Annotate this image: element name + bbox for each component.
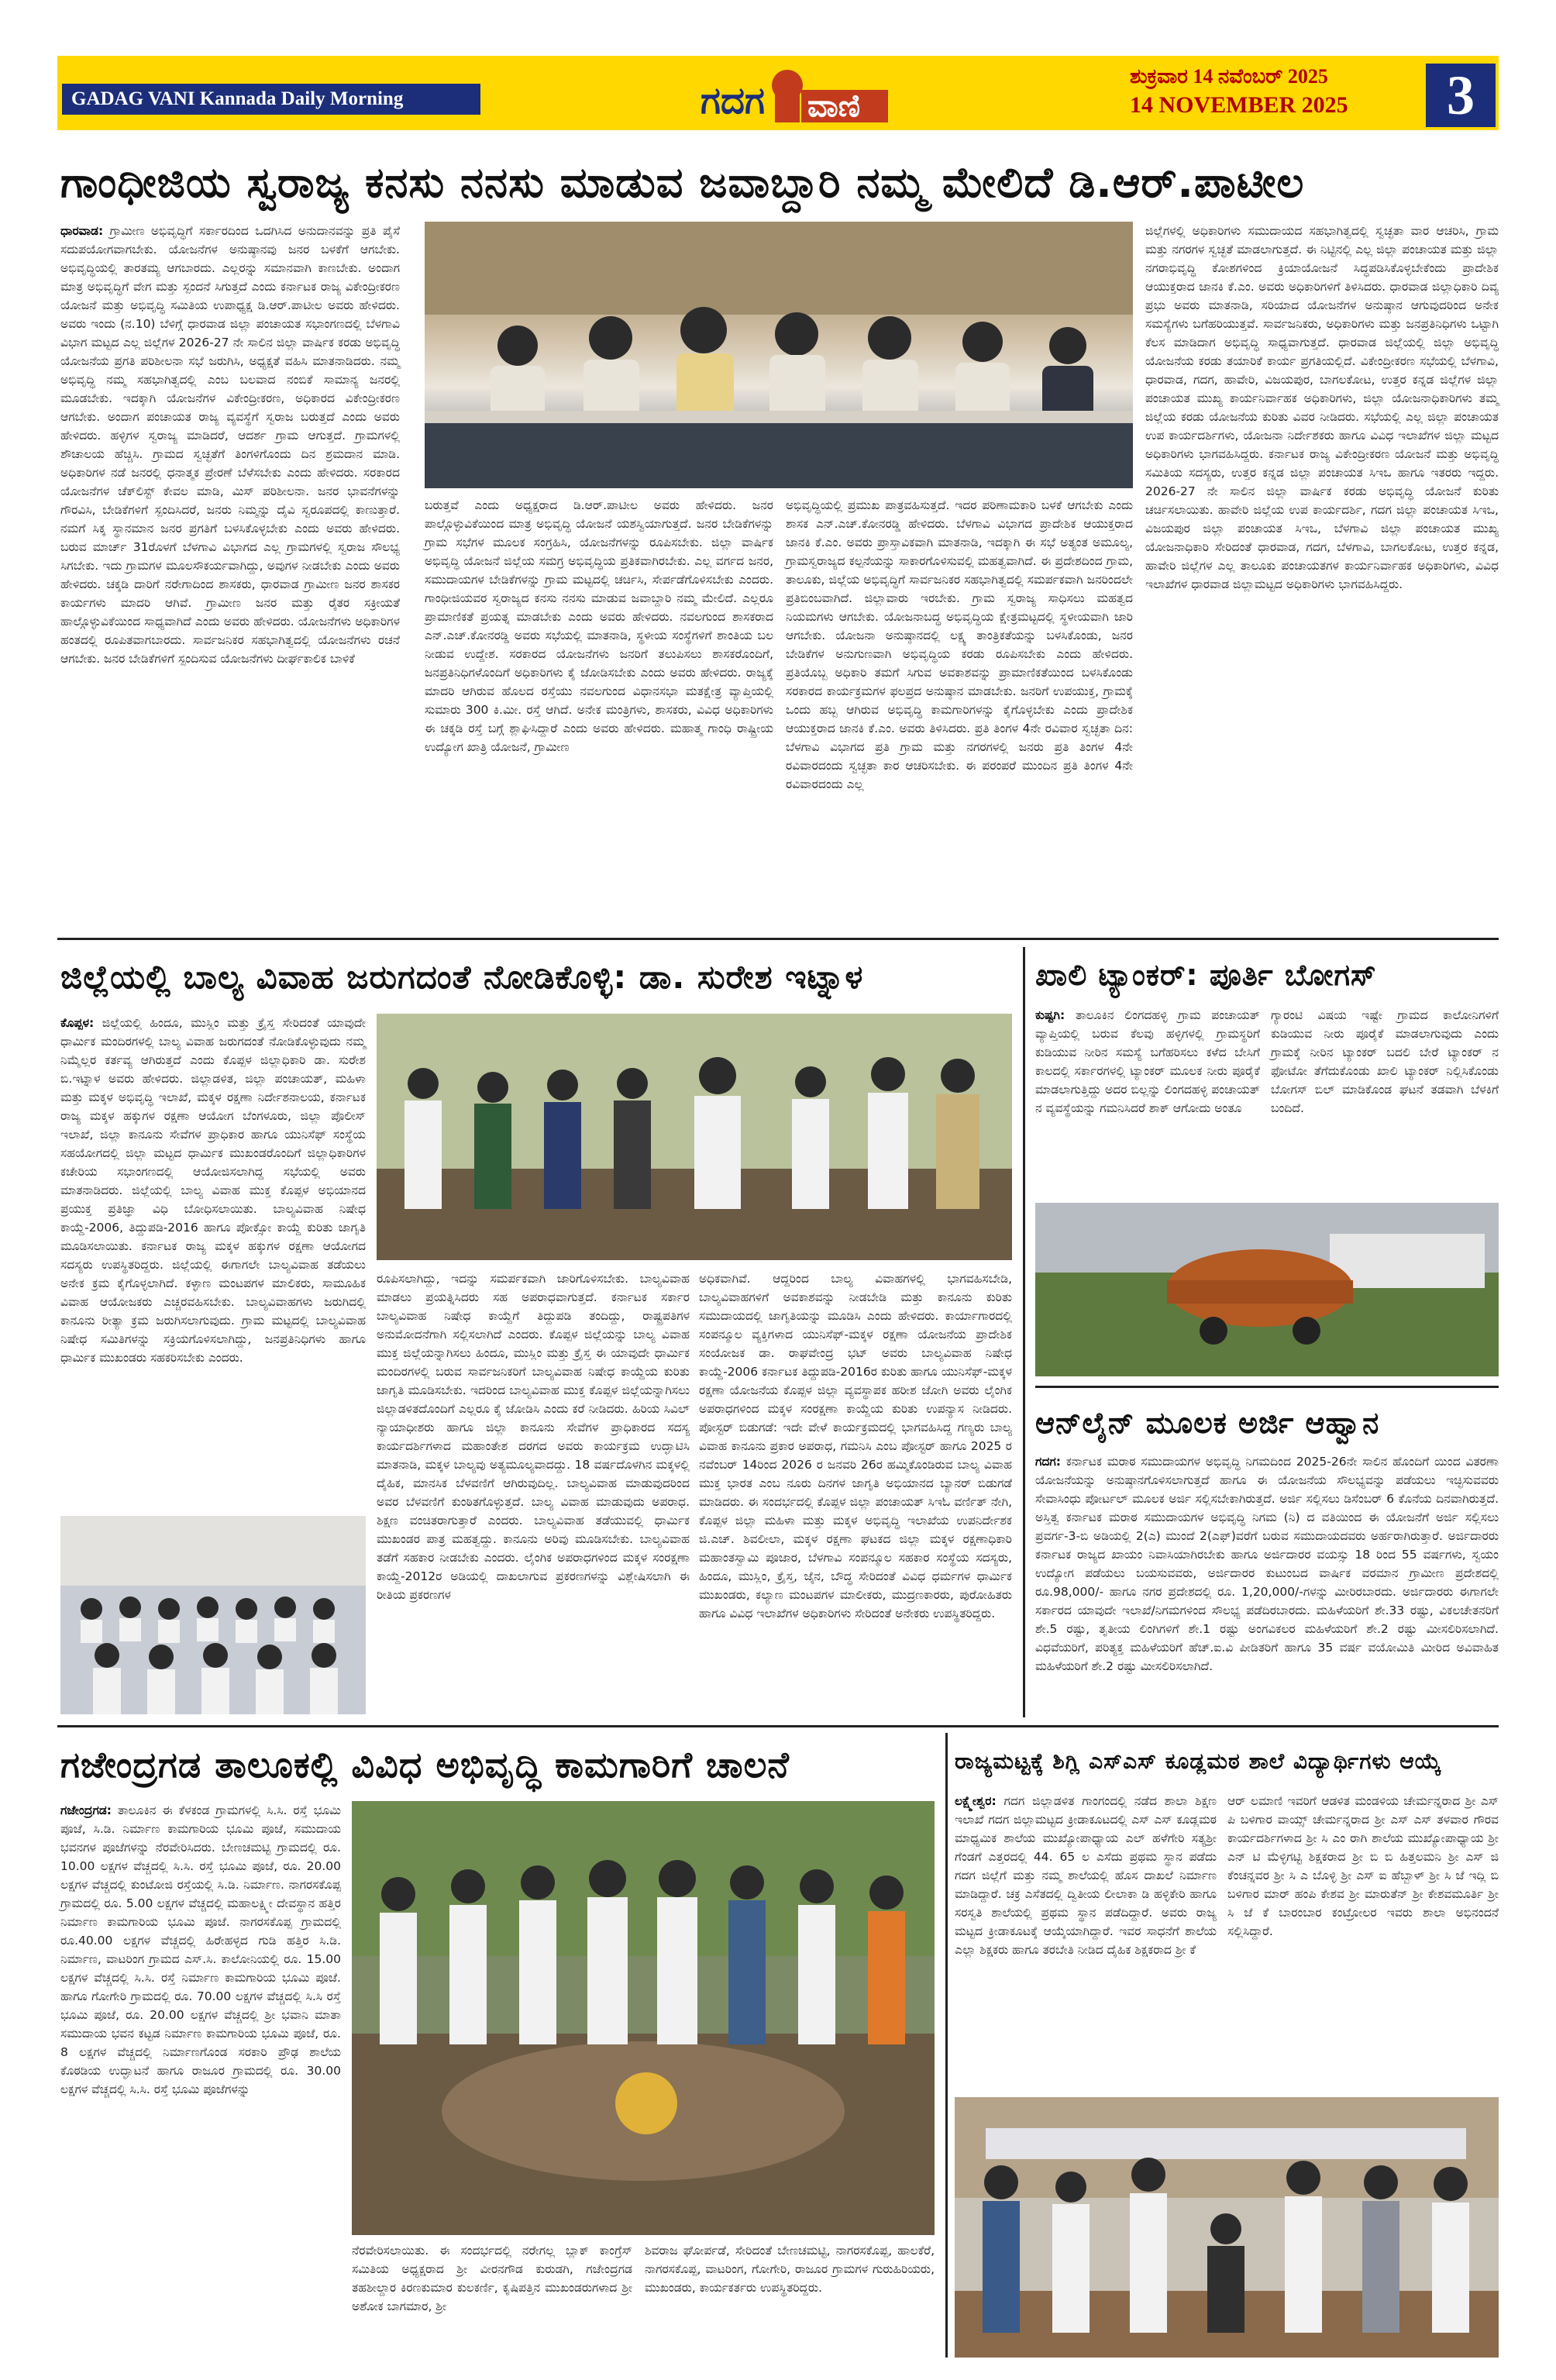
article-4-body-text: ಕರ್ನಾಟಕ ಮರಾಠ ಸಮುದಾಯಗಳ ಅಭಿವೃದ್ಧಿ ನಿಗಮದಿಂದ 2025-26ನೇ ಸಾಲಿನ ಹೊಂದಿಗೆ ಯಿಂದ ವಿತರಣಾ ಯೋಜನೆಯನ್ನು ಅನುಷ್ಠಾನಗೊಳಿಸಲಾಗುತ್ತದೆ ಹಾಗೂ ಈ ಯೋಜನೆಯ ಸೌಲಭ್ಯವನ್ನು ಪಡೆಯಲು ಇಚ್ಛಿಸುವವರು ಸೇವಾಸಿಂಧು ಪೋರ್ಟಲ್ ಮೂಲಕ ಅರ್ಜಿ ಸಲ್ಲಿಸಬೇಕಾಗಿರುತ್ತದೆ. ಅರ್ಜಿ ಸಲ್ಲಿಸಲು ಡಿಸೆಂಬರ್ 6 ಕೊನೆಯ ದಿನವಾಗಿರುತ್ತದೆ. ಅಸ್ತಿತ್ವ ಕರ್ನಾಟಕ ಮರಾಠ ಸಮುದಾಯಗಳ ಅಭಿವೃದ್ಧಿ ನಿಗಮ (ನಿ) ದ ವತಿಯಿಂದ ಈ ಯೋಜನೆಗೆ ಅರ್ಜಿ ಸಲ್ಲಿಸಲು ಪ್ರವರ್ಗ-3-ಬಿ ಅಡಿಯಲ್ಲಿ 2(ಎ) ಮುಂದೆ 2(ಎಫ್)ವರೆಗೆ ಬರುವ ಸಮುದಾಯದವರು ಅರ್ಹರಾಗಿರುತ್ತಾರೆ. ಅರ್ಜಿದಾರರು ಕರ್ನಾಟಕ ರಾಜ್ಯದ ಖಾಯಂ ನಿವಾಸಿಯಾಗಿರಬೇಕು ಹಾಗೂ ಅರ್ಜಿದಾರರ ವಯಸ್ಸು 18 ರಿಂದ 55 ವರ್ಷಗಳು, ಸ್ವಯಂ ಉದ್ಯೋಗ ಪಡೆಯಲು ಬಯಸುವವರು, ಅರ್ಜಿದಾರರ ಕುಟುಂಬದ ವಾರ್ಷಿಕ ವರಮಾನ ಗ್ರಾಮೀಣ ಪ್ರದೇಶದಲ್ಲಿ ರೂ.98,000/- ಹಾಗೂ ನಗರ ಪ್ರದೇಶದಲ್ಲಿ ರೂ. 1,20,000/-ಗಳನ್ನು ಮೀರಿರಬಾರದು. ಅರ್ಜಿದಾರರು ಈಗಾಗಲೇ ಸರ್ಕಾರದ ಯಾವುದೇ ಇಲಾಖೆ/ನಿಗಮಗಳಿಂದ ಸೌಲಭ್ಯ ಪಡೆದಿರಬಾರದು. ಮಹಿಳೆಯರಿಗೆ ಶೇ.33 ರಷ್ಟು, ವಿಕಲಚೇತನರಿಗೆ ಶೇ.5 ರಷ್ಟು, ತೃತೀಯ ಲಿಂಗಿಗಳಿಗೆ ಶೇ.1 ರಷ್ಟು ಅಂಗವಿಕಲರ ಮಹಿಳೆಯರಿಗೆ ಶೇ.2 ರಷ್ಟು ಮೀಸಲಿರಿಸಲಾಗಿದೆ. ವಿಧವೆಯರಿಗೆ, ಪರಿತ್ಯಕ್ತ ಮಹಿಳೆಯರಿಗೆ ಹೆಚ್.ಐ.ವಿ ಪೀಡಿತರಿಗೆ ಹಾಗೂ 35 ವರ್ಷ ವಯೋಮಿತಿ ಮೀರಿದ ಅವಿವಾಹಿತ ಮಹಿಳೆಯರಿಗೆ ಶೇ.2 ರಷ್ಟು ಮೀಸಲಿರಿಸಲಾಗಿದೆ. <box>1035 1455 1499 1673</box>
article-6-col-1 <box>955 1792 1217 2091</box>
article-3-dateline: ಕುಷ್ಟಗಿ: <box>1035 1008 1065 1022</box>
bhoomi-pooja-photo-icon <box>352 1801 935 2235</box>
paper-name: GADAG VANI Kannada Daily Morning <box>62 84 480 115</box>
article-5-col-1-text: ತಾಲೂಕಿನ ಈ ಕೆಳಕಂಡ ಗ್ರಾಮಗಳಲ್ಲಿ ಸಿ.ಸಿ. ರಸ್ತೆ ಭೂಮಿ ಪೂಜೆ, ಸಿ.ಡಿ. ನಿರ್ಮಾಣ ಕಾಮಗಾರಿಯ ಭೂಮಿ ಪೂಜೆ, ಸಮುದಾಯ ಭವನಗಳ ಪೂಜೆಗಳನ್ನು ನೆರವೇರಿಸಿದರು. ಬೇಣಚಮಟ್ಟಿ ಗ್ರಾಮದಲ್ಲಿ ರೂ. 10.00 ಲಕ್ಷಗಳ ವೆಚ್ಚದಲ್ಲಿ ಸಿ.ಸಿ. ರಸ್ತೆ ಭೂಮಿ ಪೂಜೆ, ರೂ. 20.00 ಲಕ್ಷಗಳ ವೆಚ್ಚದಲ್ಲಿ ಕುಂಟೋಜಿ ರಸ್ತೆಯಲ್ಲಿ ಸಿ.ಡಿ. ನಿರ್ಮಾಣ. ನಾಗರಸಕೊಪ್ಪ ಗ್ರಾಮದಲ್ಲಿ ರೂ. 5.00 ಲಕ್ಷಗಳ ವೆಚ್ಚದಲ್ಲಿ ಮಹಾಲಕ್ಷ್ಮೀ ದೇವಸ್ಥಾನ ಹತ್ತಿರ ನಿರ್ಮಾಣ ಕಾಮಗಾರಿಯ ಭೂಮಿ ಪೂಜೆ. ನಾಗರಸಕೊಪ್ಪ ಗ್ರಾಮದಲ್ಲಿ ರೂ.40.00 ಲಕ್ಷಗಳ ವೆಚ್ಚದಲ್ಲಿ ಹಿರೇಹಳ್ಳದ ಗುಡಿ ಹತ್ತಿರ ಸಿ.ಡಿ. ನಿರ್ಮಾಣ, ವಾಟರಿಂಗ ಗ್ರಾಮದ ಎಸ್.ಸಿ. ಕಾಲೋನಿಯಲ್ಲಿ ರೂ. 15.00 ಲಕ್ಷಗಳ ವೆಚ್ಚದಲ್ಲಿ ಸಿ.ಸಿ. ರಸ್ತೆ ನಿರ್ಮಾಣ ಕಾಮಗಾರಿಯ ಭೂಮಿ ಪೂಜೆ. ಹಾಗೂ ಗೋಗೇರಿ ಗ್ರಾಮದಲ್ಲಿ ರೂ. 70.00 ಲಕ್ಷಗಳ ವೆಚ್ಚದಲ್ಲಿ ಸಿ.ಸಿ ರಸ್ತೆ ಭೂಮಿ ಪೂಜೆ, ರೂ. 20.00 ಲಕ್ಷಗಳ ವೆಚ್ಚದಲ್ಲಿ ಶ್ರೀ ಭವಾನಿ ಮಾತಾ ಸಮುದಾಯ ಭವನ ಕಟ್ಟಡ ನಿರ್ಮಾಣ ಕಾಮಗಾರಿಯ ಭೂಮಿ ಪೂಜೆ, ರೂ. 8 ಲಕ್ಷಗಳ ವೆಚ್ಚದಲ್ಲಿ ನಿರ್ಮಾಣಗೊಂಡ ಸರಕಾರಿ ಪ್ರೌಢ ಶಾಲೆಯ ಕೊಠಡಿಯ ಉದ್ಘಾಟನೆ ಹಾಗೂ ರಾಜೂರ ಗ್ರಾಮದಲ್ಲಿ ರೂ. 30.00 ಲಕ್ಷಗಳ ವೆಚ್ಚದಲ್ಲಿ ಸಿ.ಸಿ. ರಸ್ತೆ ಭೂಮಿ ಪೂಜೆಗಳನ್ನು <box>60 1803 341 2096</box>
logo <box>696 62 890 126</box>
article-5-photo <box>352 1801 935 2235</box>
svg-text:ವಾಣಿ: ವಾಣಿ <box>807 88 861 124</box>
article-5-dateline: ಗಜೇಂದ್ರಗಡ: <box>60 1803 112 1817</box>
article-3-col-1-text: ತಾಲೂಕಿನ ಲಿಂಗದಹಳ್ಳಿ ಗ್ರಾಮ ಪಂಚಾಯತ್ ವ್ಯಾಪ್ತಿಯಲ್ಲಿ ಬರುವ ಕೆಲವು ಹಳ್ಳಿಗಳಲ್ಲಿ ಗ್ರಾಮಸ್ಥರಿಗೆ ಕುಡಿಯುವ ನೀರಿನ ಸಮಸ್ಯೆ ಬಗೆಹರಿಸಲು ಕಳೆದ ಬೇಸಿಗೆ ಕಾಲದಲ್ಲಿ ಸರ್ಕಾರಗಳಲ್ಲಿ ಟ್ಯಾಂಕರ್ ಮೂಲಕ ನೀರು ಪೂರೈಕೆ ಮಾಡಲಾಗುತ್ತಿದ್ದು ಅದರ ಬಿಲ್ಲನ್ನು ಲಿಂಗದಹಳ್ಳಿ ಪಂಚಾಯತ್ ನ ವ್ಯವಸ್ಥೆಯನ್ನು ಗಮನಿಸಿದರೆ ಶಾಕ್ ಆಗೋದು ಅಂತೂ <box>1035 1008 1260 1115</box>
article-3-col-1 <box>1035 1006 1260 1197</box>
article-6-headline: ರಾಜ್ಯಮಟ್ಟಕ್ಕೆ ಶಿಗ್ಲಿ ಎಸ್ಎಸ್ ಕೂಡ್ಲಮಠ ಶಾಲೆ ವಿದ್ಯಾರ್ಥಿಗಳು ಆಯ್ಕೆ <box>955 1748 1442 1774</box>
article-4-dateline: ಗದಗ: <box>1035 1455 1061 1469</box>
article-2-col-1a <box>60 1014 366 1365</box>
students-award-photo-icon <box>955 2097 1499 2358</box>
article-2-dateline: ಕೊಪ್ಪಳ: <box>60 1016 95 1030</box>
article-1-col-1-text: ಗ್ರಾಮೀಣ ಅಭಿವೃದ್ಧಿಗೆ ಸರ್ಕಾರದಿಂದ ಒದಗಿಸಿದ ಅನುದಾನವನ್ನು ಪ್ರತಿ ಪೈಸೆ ಸದುಪಯೋಗವಾಗಬೇಕು. ಯೋಜನೆಗಳ ಅನುಷ್ಠಾನವು ಜನರ ಬಳಕೆಗೆ ಆಗಬೇಕು. ಅಭಿವೃದ್ಧಿಯಲ್ಲಿ ತಾರತಮ್ಯ ಆಗಬಾರದು. ಎಲ್ಲರನ್ನು ಸಮಾನವಾಗಿ ಕಾಣಬೇಕು. ಅಂದಾಗ ಮಾತ್ರ ಅಭಿವೃದ್ಧಿಗೆ ವೇಗ ಮತ್ತು ಸ್ಪಂದನೆ ಸಿಗುತ್ತದೆ ಎಂದು ಕರ್ನಾಟಕ ರಾಜ್ಯ ವಿಕೇಂದ್ರೀಕರಣ ಯೋಜನೆ ಮತ್ತು ಅಭಿವೃದ್ಧಿ ಸಮಿತಿಯ ಉಪಾಧ್ಯಕ್ಷ ಡಿ.ಆರ್.ಪಾಟೀಲ ಅವರು ಹೇಳಿದರು. ಅವರು ಇಂದು (ನ.10) ಬೆಳಿಗ್ಗೆ ಧಾರವಾಡ ಜಿಲ್ಲಾ ಪಂಚಾಯತ ಸಭಾಂಗಣದಲ್ಲಿ ಬೆಳಗಾವಿ ವಿಭಾಗ ಮಟ್ಟದ ಎಲ್ಲ ಜಿಲ್ಲೆಗಳ 2026-27 ನೇ ಸಾಲಿನ ಜಿಲ್ಲಾ ವಾರ್ಷಿಕ ಕರಡು ಅಭಿವೃದ್ಧಿ ಯೋಜನೆಯ ಪ್ರಗತಿ ಪರಿಶೀಲನಾ ಸಭೆ ಜರುಗಿಸಿ, ಅಧ್ಯಕ್ಷತೆ ವಹಿಸಿ ಮಾತನಾಡಿದರು. ನಮ್ಮ ಅಭಿವೃದ್ಧಿ ನಮ್ಮ ಸಹಭಾಗಿತ್ವದಲ್ಲಿ ಎಂಬ ಬಲವಾದ ನಂಬಿಕೆ ಸಾಮಾನ್ಯ ಜನರಲ್ಲಿ ಮೂಡಬೇಕು. ಇದಕ್ಕಾಗಿ ಯೋಜನೆಗಳ ವಿಕೇಂದ್ರೀಕರಣ, ಅಧಿಕಾರದ ವಿಕೇಂದ್ರೀಕರಣ ಆಗಬೇಕು. ಅಂದಾಗ ಪಂಚಾಯತ ರಾಜ್ಯ ವ್ಯವಸ್ಥೆಗೆ ಸ್ವರಾಜ ಬರುತ್ತದೆ ಎಂದು ಅವರು ಹೇಳಿದರು. ಹಳ್ಳಿಗಳ ಸ್ವರಾಜ್ಯ ಮಾಡಿದರೆ, ಆದರ್ಶ ಗ್ರಾಮ ಆಗುತ್ತದೆ. ಗ್ರಾಮಗಳಲ್ಲಿ ಶೌಚಾಲಯ ಹೆಚ್ಚಿಸಿ. ಗ್ರಾಮದ ಸ್ವಚ್ಛತೆಗೆ ತಿಂಗಳಿಗೊಂದು ದಿನ ಶ್ರಮದಾನ ಮಾಡಿ. ಅಧಿಕಾರಿಗಳ ನಡೆ ಜನರಲ್ಲಿ ಧನಾತ್ಮಕ ಪ್ರೇರಣೆ ಬೆಳೆಸಬೇಕು ಎಂದು ಹೇಳಿದರು. ಸರಕಾರದ ಯೋಜನೆಗಳ ಚೆಕ್‌ಲಿಸ್ಟ್ ಕೇವಲ ಮಾಡಿ, ಮಿಸ್ ಪರಿಶೀಲನಾ. ಜನರ ಭಾವನೆಗಳನ್ನು ಗೌರವಿಸಿ, ಬೇಡಿಕೆಗಳಿಗೆ ಸ್ಪಂದಿಸಿದರೆ, ಜನರು ನಿಮ್ಮನ್ನು ದೈವಿ ಸ್ವರೂಪದಲ್ಲಿ ಕಾಣುತ್ತಾರೆ. ನಮಗೆ ಸಿಕ್ಕ ಸ್ಥಾನಮಾನ ಜನರ ಪ್ರಗತಿಗೆ ಬಳಸಿಕೊಳ್ಳಬೇಕು ಎಂದು ಅವರು ಹೇಳಿದರು. ಬರುವ ಮಾರ್ಚ್ 31ರೊಳಗೆ ಬೆಳಗಾವಿ ವಿಭಾಗದ ಎಲ್ಲ ಗ್ರಾಮಗಳಲ್ಲಿ ಸ್ವರಾಜ ಸೌಲಭ್ಯ ಸಿಗಬೇಕು. ಇದು ಗ್ರಾಮಗಳ ಮೂಲಸೌಕರ್ಯವಾಗಿದ್ದು, ಅವುಗಳ ನೀಡಬೇಕು ಎಂದು ಅವರು ಹೇಳಿದರು. ಚಕ್ಕಡಿ ದಾರಿಗೆ ನರೇಗಾದಿಂದ ಶಾಸಕರು, ಧಾರವಾಡ ಗ್ರಾಮೀಣ ಜನರ ಶಾಸಕರ ಕಾರ್ಯಗಳು ಮಾದರಿ ಆಗಿವೆ. ಗ್ರಾಮೀಣ ಜನರ ಮತ್ತು ರೈತರ ಸಕ್ರೀಯತೆ ಹಾಲ್ಗೊಳ್ಳುವಿಕೆಯಿಂದ ಸಾಧ್ಯವಾಗಿದೆ ಎಂದು ಅವರು ಹೇಳಿದರು. ಯೋಜನೆಗಳು ಅಧಿಕಾರಿಗಳ ಹಂತದಲ್ಲಿ ರೂಪಿತವಾಗಬಾರದು. ಸಾರ್ವಜನಿಕರ ಸಹಭಾಗಿತ್ವದಲ್ಲಿ ಯೋಜನೆಗಳು ರಚನೆ ಆಗಬೇಕು. ಜನರ ಬೇಡಿಕೆಗಳಿಗೆ ಸ್ಪಂದಿಸುವ ಯೋಜನೆಗಳು ದೀರ್ಘಕಾಲಿಕ ಬಾಳಿಕೆ <box>60 224 401 666</box>
audience-photo-icon <box>60 1516 366 1714</box>
gadag-vani-logo-icon <box>696 62 890 126</box>
tanker-photo-icon <box>1035 1203 1499 1376</box>
article-1-dateline: ಧಾರವಾಡ: <box>60 224 104 238</box>
page-number: 3 <box>1426 64 1496 127</box>
article-1-headline: ಗಾಂಧೀಜಿಯ ಸ್ವರಾಜ್ಯ ಕನಸು ನನಸು ಮಾಡುವ ಜವಾಬ್ದಾರಿ ನಮ್ಮ ಮೇಲಿದೆ ಡಿ.ಆರ್.ಪಾಟೀಲ <box>60 158 1305 207</box>
article-6-col-1-text: ಗದಗ ಜಿಲ್ಲಾಡಳಿತ ಗಾಂಗಂದಲ್ಲಿ ನಡೆದ ಶಾಲಾ ಶಿಕ್ಷಣ ಇಲಾಖೆ ಗದಗ ಜಿಲ್ಲಾಮಟ್ಟದ ಕ್ರೀಡಾಕೂಟದಲ್ಲಿ ಎಸ್ ಎಸ್ ಕೂಡ್ಲಮಠ ಮಾಧ್ಯಮಿಕ ಶಾಲೆಯ ಮುಖ್ಯೋಪಾಧ್ಯಾಯ ಎಲ್ ಹಳೆಗೇರಿ ಸತ್ಯಶ್ರೀ ಗೆಂಡಗೆ ಎತ್ತರದಲ್ಲಿ 44. 65 ಲ ಎಸೆದು ಪ್ರಥಮ ಸ್ಥಾನ ಪಡೆದು ಗದಗ ಜಿಲ್ಲೆಗೆ ಮತ್ತು ನಮ್ಮ ಶಾಲೆಯಲ್ಲಿ ಹೊಸ ದಾಖಲೆ ನಿರ್ಮಾಣ ಮಾಡಿದ್ದಾರೆ. ಚಕ್ರ ಎಸೆತದಲ್ಲಿ ದ್ವಿತೀಯ ಲೀಲಾಕಾ ಡಿ ಹಳ್ಳಿಕೇರಿ ಹಾಗೂ ಸರಸ್ವತಿ ಶಾಲೆಯಲ್ಲಿ ಪ್ರಥಮ ಸ್ಥಾನ ಪಡೆದಿದ್ದಾರೆ. ಅವರು ರಾಜ್ಯ ಮಟ್ಟದ ಕ್ರೀಡಾಕೂಟಕ್ಕೆ ಆಯ್ಕೆಯಾಗಿದ್ದಾರೆ. ಇವರ ಸಾಧನೆಗೆ ಶಾಲೆಯ ಎಲ್ಲಾ ಶಿಕ್ಷಕರು ಹಾಗೂ ತರಬೇತಿ ನೀಡಿದ ದೈಹಿಕ ಶಿಕ್ಷಕರಾದ ಶ್ರೀ ಕೆ <box>955 1794 1217 1957</box>
article-1-col-3: ಅಭಿವೃದ್ಧಿಯಲ್ಲಿ ಪ್ರಮುಖ ಪಾತ್ರವಹಿಸುತ್ತದೆ. ಇದರ ಪರಿಣಾಮಕಾರಿ ಬಳಕೆ ಆಗಬೇಕು ಎಂದು ಶಾಸಕ ಎನ್.ಎಚ್.ಕೋನರಡ್ಡಿ ಹೇಳಿದರು. ಬೆಳಗಾವಿ ವಿಭಾಗದ ಪ್ರಾದೇಶಿಕ ಆಯುಕ್ತರಾದ ಜಾನಕಿ ಕೆ.ಎಂ. ಅವರು ಪ್ರಾಸ್ತಾವಿಕವಾಗಿ ಮಾತನಾಡಿ, ಇದಕ್ಕಾಗಿ ಈ ಸಭೆ ಅತ್ಯಂತ ಅಮೂಲ್ಯ, ಗ್ರಾಮಸ್ವರಾಜ್ಯದ ಕಲ್ಪನೆಯನ್ನು ಸಾಕಾರಗೊಳಿಸುವಲ್ಲಿ ಮಹತ್ವವಾಗಿದೆ. ಈ ಪ್ರದೇಶದಿಂದ ಗ್ರಾಮ, ತಾಲೂಕು, ಜಿಲ್ಲೆಯ ಅಭಿವೃದ್ಧಿಗೆ ಸಾರ್ವಜನಿಕರ ಸಹಭಾಗಿತ್ವದಲ್ಲಿ ಸಮರ್ಪಕವಾಗಿ ಜನರಿಂದಲೇ ಪ್ರತಿಬಿಂಬವಾಗಿದೆ. ಜಿಲ್ಲಾವಾರು ಇರಬೇಕು. ಗ್ರಾಮ ಸ್ವರಾಜ್ಯ ಸಾಧಿಸಲು ಮಹತ್ವದ ನಿಯಮಗಳು ಆಗಬೇಕು. ಯೋಜನಾಬದ್ಧ ಅಭಿವೃದ್ಧಿಯ ಕ್ಷೇತ್ರಮಟ್ಟದಲ್ಲಿ ಸ್ಥಳೀಯವಾಗಿ ಜಾರಿ ಆಗಬೇಕು. ಯೋಜನಾ ಅನುಷ್ಠಾನದಲ್ಲಿ ಲಕ್ಷ್ಯ ತಾಂತ್ರಿಕತೆಯನ್ನು ಬಳಸಿಕೊಂಡು, ಜನರ ಬೇಡಿಕೆಗಳ ಅನುಗುಣವಾಗಿ ಅಭಿವೃದ್ಧಿಯ ಕರಡು ರೂಪಿಸಬೇಕು ಎಂದು ಹೇಳಿದರು. ಪ್ರತಿಯೊಬ್ಬ ಅಧಿಕಾರಿ ತಮಗೆ ಸಿಗುವ ಅವಕಾಶವನ್ನು ಪ್ರಾಮಾಣಿಕತೆಯಿಂದ ಬಳಸಿಕೊಂಡು ಸರಕಾರದ ಕಾರ್ಯಕ್ರಮಗಳ ಫಲಪ್ರದ ಅನುಷ್ಠಾನ ಮಾಡಬೇಕು. ಜನರಿಗೆ ಉಪಯುಕ್ತ, ಗ್ರಾಮಕ್ಕೆ ಒಂದು ಹಬ್ಬ ಆಗಿರುವ ಅಭಿವೃದ್ಧಿ ಕಾಮಗಾರಿಗಳನ್ನು ಕೈಗೊಳ್ಳಬೇಕು ಎಂದು ಪ್ರಾದೇಶಿಕ ಆಯುಕ್ತರಾದ ಜಾನಕಿ ಕೆ.ಎಂ. ಅವರು ತಿಳಿಸಿದರು. ಪ್ರತಿ ತಿಂಗಳ 4ನೇ ರವಿವಾರ ಸ್ವಚ್ಛತಾ ದಿನ: ಬೆಳಗಾವಿ ವಿಭಾಗದ ಪ್ರತಿ ಗ್ರಾಮ ಮತ್ತು ನಗರಗಳಲ್ಲಿ ಜನರು ಪ್ರತಿ ತಿಂಗಳ 4ನೇ ರವಿವಾರದಂದು ಸ್ವಚ್ಛತಾ ಕಾರ ಆಚರಿಸಬೇಕು. ಈ ಪರಂಪರೆ ಮುಂದಿನ ಪ್ರತಿ ತಿಂಗಳ 4ನೇ ರವಿವಾರದಂದು ಎಲ್ಲ <box>786 498 1133 791</box>
article-6-col-2: ಆರ್ ಲಮಾಣಿ ಇವರಿಗೆ ಆಡಳಿತ ಮಂಡಳಿಯ ಚೇರ್ಮನ್ನರಾದ ಶ್ರೀ ಎಸ್ ಪಿ ಬಳಿಗಾರ ವಾಯ್ಸ್ ಚೇರ್ಮನ್ನರಾದ ಶ್ರೀ ಎಸ್ ಎಸ್ ತಳವಾರ ಗೌರವ ಕಾರ್ಯದರ್ಶಿಗಳಾದ ಶ್ರೀ ಸಿ ಎಂ ರಾಗಿ ಶಾಲೆಯ ಮುಖ್ಯೋಪಾಧ್ಯಾಯ ಶ್ರೀ ಎನ್ ಟಿ ಮೆಳ್ಳಿಗಟ್ಟಿ ಶಿಕ್ಷಕರಾದ ಶ್ರೀ ಬಿ ಬಿ ಹಿತ್ತಲಮನಿ ಶ್ರೀ ಎಸ್ ಜಿ ಕೆಂಚನ್ನವರ ಶ್ರೀ ಸಿ ಎ ಬೊಳ್ಳಿ ಶ್ರೀ ಎಸ್ ಐ ಹೆಬ್ಬಾಳ್ ಶ್ರೀ ಸಿ ಜೆ ಇದ್ಲಿ ಬಿ ಬಳಿಗಾರ ಮಾರ್ ಹಂಪಿ ಕೇಶವ ಶ್ರೀ ಮಾರುತೆನ್ ಶ್ರೀ ಕೇಶವಮೂರ್ತಿ ಶ್ರೀ ಸಿ ಜೆ ಕೆ ಬಾರಂಬಾರ ಕಂಟ್ರೋಲರ ಇವರು ಶಾಲಾ ಅಭಿನಂದನೆ ಸಲ್ಲಿಸಿದ್ದಾರೆ. <box>1227 1794 1499 1938</box>
article-3-photo <box>1035 1203 1499 1376</box>
article-3-col-2: ಗ್ಯಾರಂಟಿ ವಿಷಯ ಇಷ್ಟೇ ಗ್ರಾಮದ ಕಾಲೋನಿಗಳಿಗೆ ಕುಡಿಯುವ ನೀರು ಪೂರೈಕೆ ಮಾಡಲಾಗುವುದು ಎಂದು ಗ್ರಾಮಕ್ಕೆ ನೀರಿನ ಟ್ಯಾಂಕರ್ ಬದಲಿ ಬೇರೆ ಟ್ಯಾಂಕರ್ ನ ಫೋಟೋ ತೆಗೆದುಕೊಂಡು ಖಾಲಿ ಟ್ಯಾಂಕರ್ ನಿಲ್ಲಿಸಿಕೊಂಡು ಬೋಗಸ್ ಬಿಲ್ ಮಾಡಿಕೊಂಡ ಘಟನೆ ತಡವಾಗಿ ಬೆಳಕಿಗೆ ಬಂದಿದೆ. <box>1271 1008 1499 1115</box>
divider <box>57 1725 1499 1727</box>
article-3-headline: ಖಾಲಿ ಟ್ಯಾಂಕರ್: ಪೂರ್ತಿ ಬೋಗಸ್ <box>1035 958 1377 992</box>
article-2-photo-audience <box>60 1516 366 1714</box>
article-2-photo-event <box>377 1014 1012 1260</box>
article-4-body <box>1035 1452 1499 1716</box>
issue-date <box>1130 64 1424 127</box>
article-1-photo <box>425 222 1133 488</box>
article-5-col-2: ನೆರವೇರಿಸಲಾಯಿತು. ಈ ಸಂದರ್ಭದಲ್ಲಿ ನರೇಗಲ್ಲ ಬ್ಲಾಕ್ ಕಾಂಗ್ರೆಸ್ ಸಮಿತಿಯ ಅಧ್ಯಕ್ಷರಾದ ಶ್ರೀ ವೀರನಗೌಡ ಕುರುಡಗಿ, ಗಜೇಂದ್ರಗಡ ತಹಶೀಲ್ದಾರ ಕಿರಣಕುಮಾರ ಕುಲಕರ್ಣಿ, ಕೃಷಿಪತ್ತಿನ ಮುಖಂಡರುಗಳಾದ ಶ್ರೀ ಅಶೋಕ ಬಾಗಮಾರ, ಶ್ರೀ <box>352 2244 632 2313</box>
divider <box>1035 1386 1499 1388</box>
article-1-col-4: ಜಿಲ್ಲೆಗಳಲ್ಲಿ ಅಧಿಕಾರಿಗಳು ಸಮುದಾಯದ ಸಹಭಾಗಿತ್ವದಲ್ಲಿ ಸ್ವಚ್ಛತಾ ವಾರ ಆಚರಿಸಿ, ಗ್ರಾಮ ಮತ್ತು ನಗರಗಳ ಸ್ವಚ್ಛತೆ ಮಾಡಲಾಗುತ್ತದೆ. ಈ ನಿಟ್ಟಿನಲ್ಲಿ ಎಲ್ಲ ಜಿಲ್ಲಾ ಪಂಚಾಯತ ಮತ್ತು ಜಿಲ್ಲಾ ನಗರಾಭಿವೃದ್ಧಿ ಕೋಶಗಳಿಂದ ಕ್ರಿಯಾಯೋಜನೆ ಸಿದ್ಧಪಡಿಸಿಕೊಳ್ಳಬೇಕೆಂದು ಪ್ರಾದೇಶಿಕ ಆಯುಕ್ತರಾದ ಜಾನಕಿ ಕೆ.ಎಂ. ಅವರು ಅಧಿಕಾರಿಗಳಿಗೆ ತಿಳಿಸಿದರು. ಧಾರವಾಡ ಜಿಲ್ಲಾಧಿಕಾರಿ ದಿವ್ಯ ಪ್ರಭು ಅವರು ಮಾತನಾಡಿ, ಸರಿಯಾದ ಯೋಜನೆಗಳ ಅನುಷ್ಠಾನ ಆಗುವುದರಿಂದ ಅನೇಕ ಸಮಸ್ಯೆಗಳು ಬಗೆಹರಿಯುತ್ತವೆ. ಸಾರ್ವಜನಿಕರು, ಅಧಿಕಾರಿಗಳು ಮತ್ತು ಜನಪ್ರತಿನಿಧಿಗಳು ಒಟ್ಟಾಗಿ ಕೆಲಸ ಮಾಡಿದಾಗ ಅಭಿವೃದ್ಧಿ ಸಾಧ್ಯವಾಗುತ್ತದೆ. ಧಾರವಾಡ ಜಿಲ್ಲೆಯಲ್ಲಿ ಜಿಲ್ಲಾ ಅಭಿವೃದ್ಧಿ ಯೋಜನೆಯ ಕರಡು ತಯಾರಿಕೆ ಕಾರ್ಯ ಪ್ರಗತಿಯಲ್ಲಿದೆ. ವಿಕೇಂದ್ರೀಕರಣ ಸಭೆಯಲ್ಲಿ ಬೆಳಗಾವಿ, ಧಾರವಾಡ, ಗದಗ, ಹಾವೇರಿ, ವಿಜಯಪುರ, ಬಾಗಲಕೋಟ, ಉತ್ತರ ಕನ್ನಡ ಜಿಲ್ಲೆಗಳ ಜಿಲ್ಲಾ ಪಂಚಾಯತ ಮುಖ್ಯ ಕಾರ್ಯನಿರ್ವಾಹಕ ಅಧಿಕಾರಿಗಳು, ಜಿಲ್ಲಾ ಯೋಜನಾಧಿಕಾರಿಗಳು ತಮ್ಮ ಜಿಲ್ಲೆಯ ಕರಡು ಯೋಜನೆಯ ಕುರಿತು ವಿವರ ನೀಡಿದರು. ಸಭೆಯಲ್ಲಿ ಎಲ್ಲ ಜಿಲ್ಲಾ ಪಂಚಾಯತ ಉಪ ಕಾರ್ಯದರ್ಶಿಗಳು, ಯೋಜನಾ ನಿರ್ದೇಶಕರು ಹಾಗೂ ವಿವಿಧ ಇಲಾಖೆಗಳ ಜಿಲ್ಲಾ ಮಟ್ಟದ ಅಧಿಕಾರಿಗಳು ಭಾಗವಹಿಸಿದ್ದರು. ಕರ್ನಾಟಕ ರಾಜ್ಯ ವಿಕೇಂದ್ರೀಕರಣ ಯೋಜನೆ ಮತ್ತು ಅಭಿವೃದ್ಧಿ ಸಮಿತಿಯ ಸದಸ್ಯರು, ಉತ್ತರ ಕನ್ನಡ ಜಿಲ್ಲಾ ಪಂಚಾಯತ ಸಿಇಒ ಹಾಗೂ ಇತರರು ಇದ್ದರು. 2026-27 ನೇ ಸಾಲಿನ ಜಿಲ್ಲಾ ವಾರ್ಷಿಕ ಕರಡು ಅಭಿವೃದ್ಧಿ ಯೋಜನೆ ಕುರಿತು ಚರ್ಚಿಸಲಾಯಿತು. ಹಾವೇರಿ ಜಿಲ್ಲೆಯ ಉಪ ಕಾರ್ಯದರ್ಶಿ, ಗದಗ ಜಿಲ್ಲಾ ಪಂಚಾಯತ ಸಿಇಒ, ವಿಜಯಪುರ ಜಿಲ್ಲಾ ಪಂಚಾಯತ ಸಿಇಒ, ಬೆಳಗಾವಿ ಜಿಲ್ಲಾ ಪಂಚಾಯತ ಮುಖ್ಯ ಯೋಜನಾಧಿಕಾರಿ ಸೇರಿದಂತೆ ಧಾರವಾಡ, ಗದಗ, ಬೆಳಗಾವಿ, ಬಾಗಲಕೋಟ, ಉತ್ತರ ಕನ್ನಡ, ಹಾವೇರಿ ಜಿಲ್ಲೆಗಳ ಎಲ್ಲ ತಾಲೂಕು ಪಂಚಾಯತಗಳ ಕಾರ್ಯನಿರ್ವಾಹಕ ಅಧಿಕಾರಿಗಳು, ವಿವಿಧ ಇಲಾಖೆಗಳ ಧಾರವಾಡ ಜಿಲ್ಲಾಮಟ್ಟದ ಅಧಿಕಾರಿಗಳು ಭಾಗವಹಿಸಿದ್ದರು. <box>1145 224 1499 591</box>
article-5-col-1 <box>60 1801 341 2351</box>
article-1-col-2: ಬರುತ್ತವೆ ಎಂದು ಅಧ್ಯಕ್ಷರಾದ ಡಿ.ಆರ್.ಪಾಟೀಲ ಅವರು ಹೇಳಿದರು. ಜನರ ಪಾಲ್ಗೊಳ್ಳುವಿಕೆಯಿಂದ ಮಾತ್ರ ಅಭಿವೃದ್ಧಿ ಯೋಜನೆ ಯಶಸ್ವಿಯಾಗುತ್ತದೆ. ಜನರ ಬೇಡಿಕೆಗಳನ್ನು ಗ್ರಾಮ ಸಭೆಗಳ ಮೂಲಕ ಸಂಗ್ರಹಿಸಿ, ಯೋಜನೆಗಳನ್ನು ರೂಪಿಸಬೇಕು. ಜಿಲ್ಲಾ ವಾರ್ಷಿಕ ಅಭಿವೃದ್ಧಿ ಯೋಜನೆ ಜಿಲ್ಲೆಯ ಸಮಗ್ರ ಅಭಿವೃದ್ಧಿಯ ಪ್ರತಿಕವಾಗಿರಬೇಕು. ಎಲ್ಲ ವರ್ಗದ ಜನರ, ಸಮುದಾಯಗಳ ಬೇಡಿಕೆಗಳನ್ನು ಗ್ರಾಮ ಮಟ್ಟದಲ್ಲಿ ಚರ್ಚಿಸಿ, ಸೇರ್ಪಡೆಗೊಳಿಸಬೇಕು ಎಂದರು. ಗಾಂಧೀಜಿಯವರ ಸ್ವರಾಜ್ಯದ ಕನಸು ನನಸು ಮಾಡುವ ಜವಾಬ್ದಾರಿ ನಮ್ಮ ಮೇಲಿದೆ. ಎಲ್ಲರೂ ಪ್ರಾಮಾಣಿಕತೆ ಪ್ರಯತ್ನ ಮಾಡಬೇಕು ಎಂದು ಅವರು ಹೇಳಿದರು. ನವಲಗುಂದ ಶಾಸಕರಾದ ಎನ್.ಎಚ್.ಕೋನರಡ್ಡಿ ಅವರು ಸಭೆಯಲ್ಲಿ ಮಾತನಾಡಿ, ಸ್ಥಳೀಯ ಸಂಸ್ಥೆಗಳಿಗೆ ಶಾಂತಿಯ ಬಲ ನೀಡುವ ಉದ್ದೇಶ. ಸರಕಾರದ ಯೋಜನೆಗಳು ಜನರಿಗೆ ತಲುಪಿಸಲು ಶಾಸಕರೊಂದಿಗೆ, ಜನಪ್ರತಿನಿಧಿಗಳೊಂದಿಗೆ ಅಧಿಕಾರಿಗಳು ಕೈ ಜೋಡಿಸಬೇಕು ಎಂದು ಅವರು ಹೇಳಿದರು. ರಾಜ್ಯಕ್ಕೆ ಮಾದರಿ ಆಗಿರುವ ಹೊಲದ ರಸ್ತೆಯು ನವಲಗುಂದ ವಿಧಾನಸಭಾ ಮತಕ್ಷೇತ್ರ ವ್ಯಾಪ್ತಿಯಲ್ಲಿ ಸುಮಾರು 300 ಕಿ.ಮೀ. ರಸ್ತೆ ಆಗಿದೆ. ಅನೇಕ ಮಂತ್ರಿಗಳು, ಶಾಸಕರು, ವಿವಿಧ ಅಧಿಕಾರಿಗಳು ಈ ಚಕ್ಕಡಿ ರಸ್ತೆ ಬಗ್ಗೆ ಶ್ಲಾಘಿಸಿದ್ದಾರೆ ಎಂದು ಅವರು ಹೇಳಿದರು. ಮಹಾತ್ಮ ಗಾಂಧಿ ರಾಷ್ಟ್ರೀಯ ಉದ್ಯೋಗ ಖಾತ್ರಿ ಯೋಜನೆ, ಗ್ರಾಮೀಣ <box>425 498 773 754</box>
svg-text:ಗದಗ: ಗದಗ <box>701 79 765 122</box>
article-5-headline: ಗಜೇಂದ್ರಗಡ ತಾಲೂಕಲ್ಲಿ ವಿವಿಧ ಅಭಿವೃದ್ಧಿ ಕಾಮಗಾರಿಗೆ ಚಾಲನೆ <box>60 1744 790 1786</box>
article-6-photo <box>955 2097 1499 2358</box>
article-6-dateline: ಲಕ್ಷ್ಮೇಶ್ವರ: <box>955 1794 997 1808</box>
article-2-col-1b <box>60 1314 366 1508</box>
meeting-photo-icon <box>425 222 1133 488</box>
vertical-divider <box>1023 947 1025 1717</box>
article-1-col-1 <box>60 222 400 927</box>
article-4-headline: ಆನ್‌ಲೈನ್ ಮೂಲಕ ಅರ್ಜಿ ಆಹ್ವಾನ <box>1035 1406 1380 1440</box>
article-2-col-2: ರೂಪಿಸಲಾಗಿದ್ದು, ಇದನ್ನು ಸಮರ್ಪಕವಾಗಿ ಜಾರಿಗೊಳಿಸಬೇಕು. ಬಾಲ್ಯವಿವಾಹ ಮಾಡಲು ಪ್ರಯತ್ನಿಸಿದರು ಸಹ ಅಪರಾಧವಾಗುತ್ತದೆ. ಕರ್ನಾಟಕ ಸರ್ಕಾರ ಬಾಲ್ಯವಿವಾಹ ನಿಷೇಧ ಕಾಯ್ದೆಗೆ ತಿದ್ದುಪಡಿ ತಂದಿದ್ದು, ರಾಷ್ಟ್ರಪತಿಗಳ ಅನುಮೋದನೆಗಾಗಿ ಸಲ್ಲಿಸಲಾಗಿದೆ ಎಂದರು. ಕೊಪ್ಪಳ ಜಿಲ್ಲೆಯನ್ನು ಬಾಲ್ಯ ವಿವಾಹ ಮುಕ್ತ ಜಿಲ್ಲೆಯನ್ನಾಗಿಸಲು ಹಿಂದೂ, ಮುಸ್ಲಿಂ ಮತ್ತು ಕ್ರೈಸ್ತ ಈ ಯಾವುದೇ ಧಾರ್ಮಿಕ ಮಂದಿರಗಳಲ್ಲಿ ಬರುವ ಸಾರ್ವಜನಿಕರಿಗೆ ಬಾಲ್ಯವಿವಾಹ ನಿಷೇಧ ಕಾಯ್ದೆಯ ಕುರಿತು ಜಾಗೃತಿ ಮೂಡಿಸಬೇಕು. ಇದರಿಂದ ಬಾಲ್ಯವಿವಾಹ ಮುಕ್ತ ಕೊಪ್ಪಳ ಜಿಲ್ಲೆಯನ್ನಾಗಿಸಲು ಜಿಲ್ಲಾಡಳಿತದೊಂದಿಗೆ ಎಲ್ಲರೂ ಕೈ ಜೋಡಿಸಿ ಎಂದು ಕರೆ ನೀಡಿದರು. ಹಿರಿಯ ಸಿವಿಲ್ ನ್ಯಾಯಾಧೀಶರು ಹಾಗೂ ಜಿಲ್ಲಾ ಕಾನೂನು ಸೇವೆಗಳ ಪ್ರಾಧಿಕಾರದ ಸದಸ್ಯ ಕಾರ್ಯದರ್ಶಿಗಳಾದ ಮಹಾಂತೇಶ ದರಗದ ಅವರು ಕಾರ್ಯಕ್ರಮ ಉದ್ಘಾಟಿಸಿ ಮಾತನಾಡಿ, ಮಕ್ಕಳ ಬಾಲ್ಯವು ಅತ್ಯಮೂಲ್ಯವಾದದ್ದು. 18 ವರ್ಷದೊಳಗಿನ ಮಕ್ಕಳಲ್ಲಿ ದೈಹಿಕ, ಮಾನಸಿಕ ಬೆಳವಣಿಗೆ ಆಗಿರುವುದಿಲ್ಲ. ಬಾಲ್ಯವಿವಾಹ ಮಾಡುವುದರಿಂದ ಅವರ ಬೆಳವಣಿಗೆ ಕುಂಠಿತಗೊಳ್ಳುತ್ತದೆ. ಬಾಲ್ಯ ವಿವಾಹ ಮಾಡುವುದು ಅಪರಾಧ. ಶಿಕ್ಷಣ ವಂಚಿತರಾಗುತ್ತಾರೆ ಎಂದರು. ಬಾಲ್ಯವಿವಾಹ ತಡೆಯುವಲ್ಲಿ ಧಾರ್ಮಿಕ ಮುಖಂಡರ ಪಾತ್ರ ಮಹತ್ವದ್ದು. ಕಾನೂನು ಅರಿವು ಮೂಡಿಸಬೇಕು. ಬಾಲ್ಯವಿವಾಹ ತಡೆಗೆ ಸಹಕಾರ ನೀಡಬೇಕು ಎಂದರು. ಲೈಂಗಿಕ ಅಪರಾಧಗಳಿಂದ ಮಕ್ಕಳ ಸಂರಕ್ಷಣಾ ಕಾಯ್ದೆ-2012ರ ಅಡಿಯಲ್ಲಿ ದಾಖಲಾಗುವ ಪ್ರಕರಣಗಳನ್ನು ವಿಶ್ಲೇಷಿಸಲಾಗಿ ಈ ರೀತಿಯ ಪ್ರಕರಣಗಳ <box>377 1272 690 1602</box>
article-2-col-3: ಅಧಿಕವಾಗಿವೆ. ಆದ್ದರಿಂದ ಬಾಲ್ಯ ವಿವಾಹಗಳಲ್ಲಿ ಭಾಗವಹಿಸಬೇಡಿ, ಬಾಲ್ಯವಿವಾಹಗಳಿಗೆ ಅವಕಾಶವನ್ನು ನೀಡಬೇಡಿ ಮತ್ತು ಕಾನೂನು ಕುರಿತು ಸಮುದಾಯದಲ್ಲಿ ಜಾಗೃತಿಯನ್ನು ಮೂಡಿಸಿ ಎಂದು ಹೇಳಿದರು. ಕಾರ್ಯಾಗಾರದಲ್ಲಿ ಸಂಪನ್ಮೂಲ ವ್ಯಕ್ತಿಗಳಾದ ಯುನಿಸೆಫ್-ಮಕ್ಕಳ ರಕ್ಷಣಾ ಯೋಜನೆಯ ಪ್ರಾದೇಶಿಕ ಸಂಯೋಜಕ ಡಾ. ರಾಘವೇಂದ್ರ ಭಟ್ ಅವರು ಬಾಲ್ಯವಿವಾಹ ನಿಷೇಧ ಕಾಯ್ದೆ-2006 ಕರ್ನಾಟಕ ತಿದ್ದುಪಡಿ-2016ರ ಕುರಿತು ಹಾಗೂ ಯುನಿಸೆಫ್-ಮಕ್ಕಳ ರಕ್ಷಣಾ ಯೋಜನೆಯ ಕೊಪ್ಪಳ ಜಿಲ್ಲಾ ವ್ಯವಸ್ಥಾಪಕ ಹರೀಶ ಜೋಗಿ ಅವರು ಲೈಂಗಿಕ ಅಪರಾಧಗಳಿಂದ ಮಕ್ಕಳ ಸಂರಕ್ಷಣಾ ಕಾಯ್ದೆಯ ಕುರಿತು ಉಪನ್ಯಾಸ ನೀಡಿದರು. ಪೋಸ್ಟರ್ ಬಿಡುಗಡೆ: ಇದೇ ವೇಳೆ ಕಾರ್ಯಕ್ರಮದಲ್ಲಿ ಭಾಗವಹಿಸಿದ್ದ ಗಣ್ಯರು ಬಾಲ್ಯ ವಿವಾಹ ಕಾನೂನು ಪ್ರಕಾರ ಅಪರಾಧ, ಗಮನಿಸಿ ಎಂಬ ಪೋಸ್ಟರ್ ಹಾಗೂ 2025 ರ ನವೆಂಬರ್ 14ರಿಂದ 2026 ರ ಜನವರಿ 26ರ ಹಮ್ಮಿಕೊಂಡಿರುವ ಬಾಲ್ಯ ವಿವಾಹ ಮುಕ್ತ ಭಾರತ ಎಂಬ ನೂರು ದಿನಗಳ ಜಾಗೃತಿ ಅಭಿಯಾನದ ಬ್ಯಾನರ್ ಬಿಡುಗಡೆ ಮಾಡಿದರು. ಈ ಸಂದರ್ಭದಲ್ಲಿ ಕೊಪ್ಪಳ ಜಿಲ್ಲಾ ಪಂಚಾಯತ್ ಸಿಇಓ ವರ್ಣಿತ್ ನೇಗಿ, ಕೊಪ್ಪಳ ಜಿಲ್ಲಾ ಮಹಿಳಾ ಮತ್ತು ಮಕ್ಕಳ ಅಭಿವೃದ್ಧಿ ಇಲಾಖೆಯ ಉಪನಿರ್ದೇಶಕ ಜಿ.ಎಚ್. ಶಿವಲೀಲಾ, ಮಕ್ಕಳ ರಕ್ಷಣಾ ಘಟಕದ ಜಿಲ್ಲಾ ಮಕ್ಕಳ ರಕ್ಷಣಾಧಿಕಾರಿ ಮಹಾಂತಸ್ವಾಮಿ ಪೂಜಾರ, ಬೆಳಗಾವಿ ಸಂಪನ್ಮೂಲ ಸಹಕಾರ ಸಂಸ್ಥೆಯ ಸದಸ್ಯರು, ಹಿಂದೂ, ಮುಸ್ಲಿಂ, ಕ್ರೈಸ್ತ, ಜೈನ, ಬೌದ್ಧ ಸೇರಿದಂತೆ ವಿವಿಧ ಧರ್ಮಗಳ ಧಾರ್ಮಿಕ ಮುಖಂಡರು, ಕಲ್ಯಾಣ ಮಂಟಪಗಳ ಮಾಲೀಕರು, ಮುದ್ರಣಕಾರರು, ಪುರೋಹಿತರು ಹಾಗೂ ವಿವಿಧ ಇಲಾಖೆಗಳ ಅಧಿಕಾರಿಗಳು ಸೇರಿದಂತೆ ಅನೇಕರು ಉಪಸ್ಥಿತರಿದ್ದರು. <box>699 1272 1012 1621</box>
lamp-lighting-photo-icon <box>377 1014 1012 1260</box>
date-kannada: ಶುಕ್ರವಾರ 14 ನವೆಂಬರ್ 2025 <box>1130 65 1328 88</box>
divider <box>57 938 1499 940</box>
article-2-col-1-text: ಜಿಲ್ಲೆಯಲ್ಲಿ ಹಿಂದೂ, ಮುಸ್ಲಿಂ ಮತ್ತು ಕ್ರೈಸ್ತ ಸೇರಿದಂತೆ ಯಾವುದೇ ಧಾರ್ಮಿಕ ಮಂದಿರಗಳಲ್ಲಿ ಬಾಲ್ಯ ವಿವಾಹ ಜರುಗದಂತೆ ನೋಡಿಕೊಳ್ಳುವುದು ನಮ್ಮ ನಿಮ್ಮೆಲ್ಲರ ಕರ್ತವ್ಯ ಆಗಿರುತ್ತದೆ ಎಂದು ಕೊಪ್ಪಳ ಜಿಲ್ಲಾಧಿಕಾರಿ ಡಾ. ಸುರೇಶ ಬಿ.ಇಟ್ನಾಳ ಅವರು ಹೇಳಿದರು. ಜಿಲ್ಲಾಡಳಿತ, ಜಿಲ್ಲಾ ಪಂಚಾಯತ್, ಮಹಿಳಾ ಮತ್ತು ಮಕ್ಕಳ ಅಭಿವೃದ್ಧಿ ಇಲಾಖೆ, ಮಕ್ಕಳ ರಕ್ಷಣಾ ನಿರ್ದೇಶನಾಲಯ, ಕರ್ನಾಟಕ ರಾಜ್ಯ ಮಕ್ಕಳ ಹಕ್ಕುಗಳ ರಕ್ಷಣಾ ಆಯೋಗ ಬೆಂಗಳೂರು, ಜಿಲ್ಲಾ ಪೊಲೀಸ್ ಇಲಾಖೆ, ಜಿಲ್ಲಾ ಕಾನೂನು ಸೇವೆಗಳ ಪ್ರಾಧಿಕಾರ ಹಾಗೂ ಯುನಿಸೆಫ್ ಸಂಸ್ಥೆಯ ಸಹಯೋಗದಲ್ಲಿ ಜಿಲ್ಲಾ ಮಟ್ಟದ ಧಾರ್ಮಿಕ ಮುಖಂಡರೊಂದಿಗೆ ಜಿಲ್ಲಾಧಿಕಾರಿಗಳ ಕಚೇರಿಯ ಸಭಾಂಗಣದಲ್ಲಿ ಆಯೋಜಿಸಲಾಗಿದ್ದ ಸಭೆಯಲ್ಲಿ ಅವರು ಮಾತನಾಡಿದರು. ಜಿಲ್ಲೆಯಲ್ಲಿ ಬಾಲ್ಯ ವಿವಾಹ ಮುಕ್ತ ಕೊಪ್ಪಳ ಅಭಿಯಾನದ ಪ್ರಯುಕ್ತ ಪ್ರತಿಜ್ಞಾ ವಿಧಿ ಬೋಧಿಸಲಾಯಿತು. ಬಾಲ್ಯವಿವಾಹ ನಿಷೇಧ ಕಾಯ್ದೆ-2006, ತಿದ್ದುಪಡಿ-2016 ಹಾಗೂ ಪೋಕ್ಸೋ ಕಾಯ್ದೆ ಕುರಿತು ಜಾಗೃತಿ ಮೂಡಿಸಲಾಯಿತು. ಕರ್ನಾಟಕ ರಾಜ್ಯ ಮಕ್ಕಳ ಹಕ್ಕುಗಳ ರಕ್ಷಣಾ ಆಯೋಗದ ಸದಸ್ಯರು ಉಪಸ್ಥಿತರಿದ್ದರು. ಜಿಲ್ಲೆಯಲ್ಲಿ ಈಗಾಗಲೇ ಬಾಲ್ಯವಿವಾಹ ತಡೆಯಲು ಅನೇಕ ಕ್ರಮ ಕೈಗೊಳ್ಳಲಾಗಿದೆ. ಕಳ್ಳಾಣ ಮಂಟಪಗಳ ಮಾಲಿಕರು, ಸಾಮೂಹಿಕ ವಿವಾಹ ಆಯೋಜಕರು ಎಚ್ಚರವಹಿಸಬೇಕು. ಬಾಲ್ಯವಿವಾಹಗಳು ಜರುಗಿದಲ್ಲಿ ಕಾನೂನು ರೀತ್ಯಾ ಕ್ರಮ ಜರುಗಿಸಲಾಗುವುದು. ಗ್ರಾಮ ಮಟ್ಟದಲ್ಲಿ ಬಾಲ್ಯವಿವಾಹ ನಿಷೇಧ ಸಮಿತಿಗಳನ್ನು ಸಕ್ರಿಯಗೊಳಿಸಲಾಗಿದ್ದು, ಜನಪ್ರತಿನಿಧಿಗಳು ಹಾಗೂ ಧಾರ್ಮಿಕ ಮುಖಂಡರು ಸಹಕರಿಸಬೇಕು ಎಂದರು. <box>60 1016 366 1365</box>
article-2-headline: ಜಿಲ್ಲೆಯಲ್ಲಿ ಬಾಲ್ಯ ವಿವಾಹ ಜರುಗದಂತೆ ನೋಡಿಕೊಳ್ಳಿ: ಡಾ. ಸುರೇಶ ಇಟ್ನಾಳ <box>60 958 864 996</box>
date-english: 14 NOVEMBER 2025 <box>1130 92 1348 118</box>
article-5-col-3: ಶಿವರಾಜ ಘೋರ್ಪಡೆ, ಸೇರಿದಂತೆ ಬೇಣಚಮಟ್ಟಿ, ನಾಗರಸಕೊಪ್ಪ, ಹಾಲಕೆರೆ, ನಾಗರಸಕೊಪ್ಪ, ವಾಟರಿಂಗ, ಗೋಗೇರಿ, ರಾಜೂರ ಗ್ರಾಮಗಳ ಗುರುಹಿರಿಯರು, ಮುಖಂಡರು, ಕಾರ್ಯಕರ್ತರು ಉಪಸ್ಥಿತರಿದ್ದರು. <box>645 2244 935 2295</box>
vertical-divider <box>945 1733 948 2358</box>
